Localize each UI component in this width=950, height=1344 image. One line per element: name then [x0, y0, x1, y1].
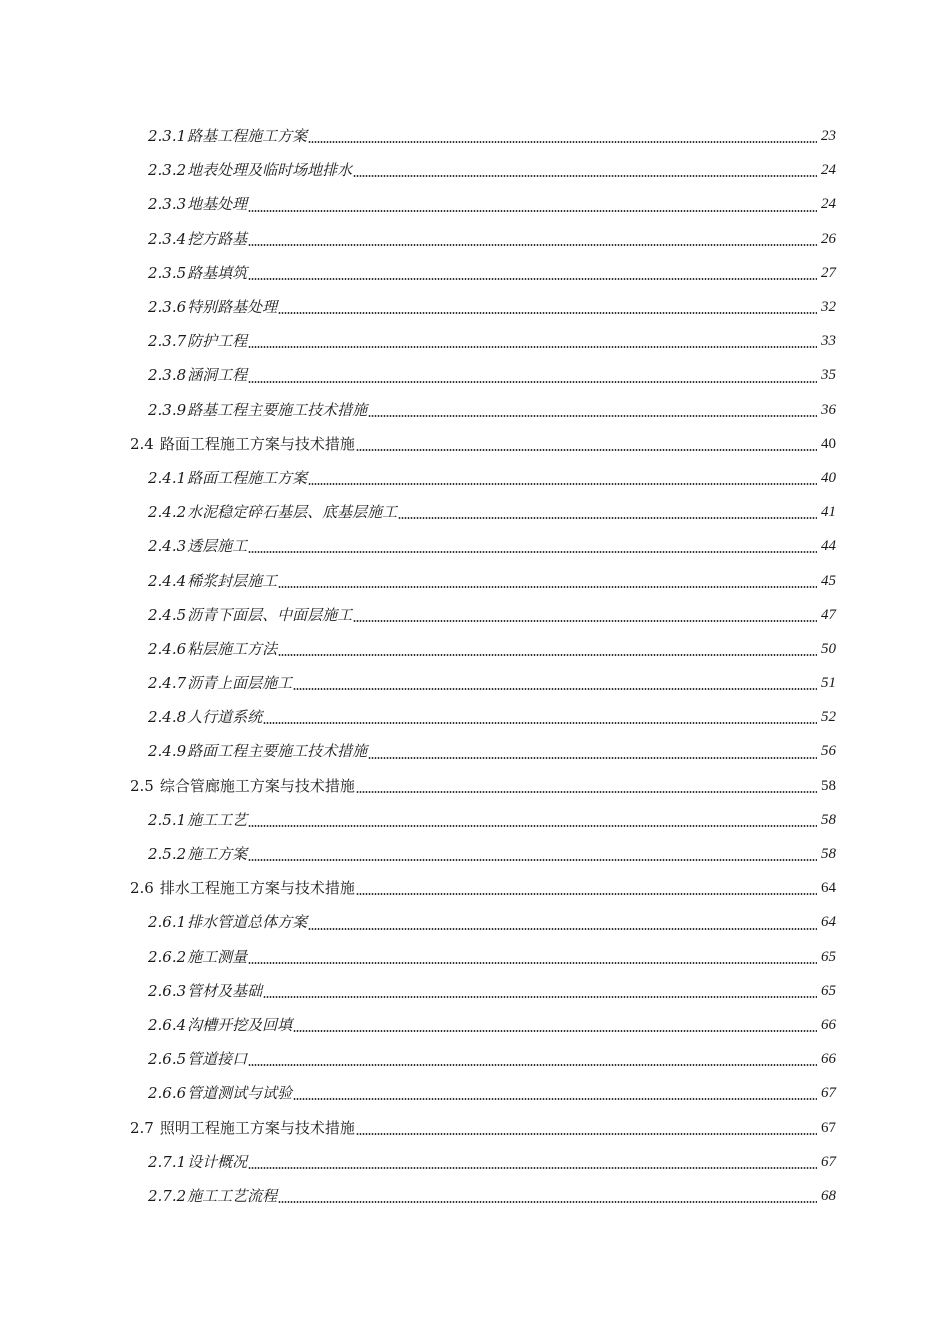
toc-page-number: 24: [821, 162, 836, 179]
toc-entry-title: 排水管道总体方案: [187, 913, 308, 932]
toc-subsection-entry[interactable]: [0, 632, 950, 666]
toc-entry-number: 2.4.7: [148, 674, 187, 693]
toc-entry-title: 管材及基础: [187, 981, 263, 1000]
toc-page-number: 33: [821, 333, 836, 350]
toc-dot-leader: [278, 586, 817, 588]
toc-dot-leader: [248, 859, 817, 861]
toc-section-entry[interactable]: [0, 871, 950, 905]
table-of-contents: [0, 119, 950, 1213]
toc-page-number: 52: [821, 709, 836, 726]
toc-entry-number: 2.4.5: [148, 605, 187, 624]
toc-entry-number: 2.3.3: [148, 195, 187, 214]
toc-subsection-entry[interactable]: [0, 1145, 950, 1179]
toc-entry-title: 设计概况: [187, 1152, 248, 1171]
toc-dot-leader: [278, 654, 817, 656]
toc-subsection-entry[interactable]: [0, 153, 950, 187]
toc-dot-leader: [368, 757, 817, 759]
toc-entry-number: 2.6.5: [148, 1050, 187, 1069]
toc-entry-number: 2.4.4: [148, 571, 187, 590]
toc-entry-title: 沥青下面层、中面层施工: [187, 605, 353, 624]
toc-entry-title: 管道测试与试验: [187, 1084, 293, 1103]
toc-entry-number: 2.6.4: [148, 1015, 187, 1034]
toc-subsection-entry[interactable]: [0, 666, 950, 700]
toc-entry-title: 施工工艺: [187, 810, 248, 829]
toc-page-number: 24: [821, 196, 836, 213]
toc-dot-leader: [248, 551, 817, 553]
toc-entry-title: 粘层施工方法: [187, 639, 278, 658]
toc-page-number: 41: [821, 504, 836, 521]
toc-dot-leader: [263, 996, 817, 998]
toc-section-entry[interactable]: [0, 769, 950, 803]
toc-dot-leader: [248, 210, 817, 212]
toc-dot-leader: [278, 1201, 817, 1203]
toc-dot-leader: [248, 825, 817, 827]
toc-entry-title: 沟槽开挖及回填: [187, 1015, 293, 1034]
toc-entry-title: 地表处理及临时场地排水: [187, 161, 353, 180]
toc-dot-leader: [353, 175, 817, 177]
toc-entry-number: 2.4.6: [148, 639, 187, 658]
toc-entry-title: 管道接口: [187, 1050, 248, 1069]
toc-page-number: 23: [821, 128, 836, 145]
toc-page-number: 67: [821, 1119, 836, 1136]
toc-section-entry[interactable]: [0, 427, 950, 461]
toc-entry-title: 排水工程施工方案与技术措施: [159, 879, 355, 898]
toc-subsection-entry[interactable]: [0, 222, 950, 256]
toc-page-number: 64: [821, 880, 836, 897]
toc-entry-title: 人行道系统: [187, 708, 263, 727]
toc-dot-leader: [356, 893, 817, 895]
toc-entry-title: 路面工程施工方案与技术措施: [159, 434, 355, 453]
toc-dot-leader: [308, 483, 817, 485]
toc-entry-title: 沥青上面层施工: [187, 674, 293, 693]
toc-entry-number: 2.4.3: [148, 537, 187, 556]
toc-page-number: 45: [821, 572, 836, 589]
toc-entry-title: 地基处理: [187, 195, 248, 214]
toc-dot-leader: [293, 688, 817, 690]
toc-entry-title: 路基填筑: [187, 263, 248, 282]
toc-subsection-entry[interactable]: [0, 1008, 950, 1042]
toc-entry-title: 透层施工: [187, 537, 248, 556]
toc-page-number: 58: [821, 846, 836, 863]
toc-entry-number: 2.3.1: [148, 127, 187, 146]
toc-entry-title: 施工测量: [187, 947, 248, 966]
toc-dot-leader: [308, 141, 817, 143]
toc-dot-leader: [248, 278, 817, 280]
toc-subsection-entry[interactable]: [0, 700, 950, 734]
toc-dot-leader: [278, 312, 817, 314]
toc-entry-title: 挖方路基: [187, 229, 248, 248]
toc-subsection-entry[interactable]: [0, 563, 950, 597]
toc-subsection-entry[interactable]: [0, 734, 950, 768]
toc-entry-number: 2.3.7: [148, 332, 187, 351]
toc-page-number: 35: [821, 367, 836, 384]
toc-entry-title: 涵洞工程: [187, 366, 248, 385]
toc-page-number: 65: [821, 948, 836, 965]
toc-entry-title: 稀浆封层施工: [187, 571, 278, 590]
toc-dot-leader: [248, 1064, 817, 1066]
toc-page-number: 27: [821, 264, 836, 281]
toc-subsection-entry[interactable]: [0, 256, 950, 290]
toc-entry-number: 2.3.2: [148, 161, 187, 180]
toc-entry-title: 路面工程主要施工技术措施: [187, 742, 368, 761]
toc-entry-number: 2.7.2: [148, 1186, 187, 1205]
toc-entry-title: 特别路基处理: [187, 298, 278, 317]
toc-page-number: 40: [821, 435, 836, 452]
toc-entry-title: 防护工程: [187, 332, 248, 351]
toc-entry-number: 2.6.6: [148, 1084, 187, 1103]
toc-dot-leader: [356, 449, 817, 451]
toc-dot-leader: [248, 346, 817, 348]
toc-entry-number: 2.4.1: [148, 468, 187, 487]
toc-entry-number: 2.7.1: [148, 1152, 187, 1171]
toc-subsection-entry[interactable]: [0, 837, 950, 871]
toc-entry-number: 2.4: [130, 434, 154, 453]
toc-page-number: 65: [821, 982, 836, 999]
toc-entry-number: 2.3.6: [148, 298, 187, 317]
toc-entry-title: 施工方案: [187, 845, 248, 864]
toc-entry-title: 路基工程主要施工技术措施: [187, 400, 368, 419]
toc-dot-leader: [263, 722, 817, 724]
toc-entry-number: 2.4.8: [148, 708, 187, 727]
toc-dot-leader: [293, 1030, 817, 1032]
toc-dot-leader: [248, 381, 817, 383]
toc-entry-number: 2.3.8: [148, 366, 187, 385]
toc-dot-leader: [356, 1133, 817, 1135]
toc-entry-number: 2.3.4: [148, 229, 187, 248]
toc-subsection-entry[interactable]: [0, 324, 950, 358]
toc-entry-number: 2.3.5: [148, 263, 187, 282]
toc-entry-number: 2.7: [130, 1118, 154, 1137]
toc-subsection-entry[interactable]: [0, 1042, 950, 1076]
toc-section-entry[interactable]: [0, 1110, 950, 1144]
toc-entry-title: 施工工艺流程: [187, 1186, 278, 1205]
toc-page-number: 58: [821, 811, 836, 828]
toc-entry-number: 2.3.9: [148, 400, 187, 419]
toc-subsection-entry[interactable]: [0, 461, 950, 495]
toc-subsection-entry[interactable]: [0, 598, 950, 632]
toc-subsection-entry[interactable]: [0, 1076, 950, 1110]
toc-page-number: 36: [821, 401, 836, 418]
toc-entry-title: 照明工程施工方案与技术措施: [159, 1118, 355, 1137]
toc-subsection-entry[interactable]: [0, 1179, 950, 1213]
toc-page-number: 56: [821, 743, 836, 760]
toc-page-number: 64: [821, 914, 836, 931]
toc-page-number: 68: [821, 1187, 836, 1204]
toc-dot-leader: [356, 791, 817, 793]
toc-subsection-entry[interactable]: [0, 290, 950, 324]
toc-entry-title: 路基工程施工方案: [187, 127, 308, 146]
toc-page-number: 67: [821, 1153, 836, 1170]
toc-dot-leader: [293, 1098, 817, 1100]
toc-subsection-entry[interactable]: [0, 495, 950, 529]
toc-dot-leader: [353, 620, 817, 622]
toc-page-number: 67: [821, 1085, 836, 1102]
toc-subsection-entry[interactable]: [0, 905, 950, 939]
toc-subsection-entry[interactable]: [0, 393, 950, 427]
toc-dot-leader: [308, 928, 817, 930]
toc-dot-leader: [248, 962, 817, 964]
toc-entry-title: 综合管廊施工方案与技术措施: [159, 776, 355, 795]
toc-page-number: 58: [821, 777, 836, 794]
toc-page-number: 66: [821, 1051, 836, 1068]
toc-dot-leader: [248, 1167, 817, 1169]
toc-page-number: 40: [821, 469, 836, 486]
toc-subsection-entry[interactable]: [0, 974, 950, 1008]
toc-subsection-entry[interactable]: [0, 940, 950, 974]
toc-entry-number: 2.4.2: [148, 503, 187, 522]
toc-entry-number: 2.5.1: [148, 810, 187, 829]
toc-subsection-entry[interactable]: [0, 803, 950, 837]
toc-dot-leader: [368, 415, 817, 417]
toc-entry-number: 2.4.9: [148, 742, 187, 761]
toc-page-number: 50: [821, 640, 836, 657]
toc-entry-number: 2.6.2: [148, 947, 187, 966]
toc-dot-leader: [248, 244, 817, 246]
toc-page-number: 44: [821, 538, 836, 555]
toc-subsection-entry[interactable]: [0, 187, 950, 221]
toc-entry-number: 2.5.2: [148, 845, 187, 864]
toc-subsection-entry[interactable]: [0, 529, 950, 563]
toc-entry-number: 2.6.3: [148, 981, 187, 1000]
toc-entry-title: 路面工程施工方案: [187, 468, 308, 487]
toc-page-number: 47: [821, 606, 836, 623]
toc-subsection-entry[interactable]: [0, 119, 950, 153]
toc-page-number: 26: [821, 230, 836, 247]
toc-subsection-entry[interactable]: [0, 358, 950, 392]
toc-entry-number: 2.6.1: [148, 913, 187, 932]
toc-entry-title: 水泥稳定碎石基层、底基层施工: [187, 503, 398, 522]
toc-dot-leader: [398, 517, 817, 519]
toc-entry-number: 2.5: [130, 776, 154, 795]
toc-page-number: 51: [821, 675, 836, 692]
toc-page-number: 66: [821, 1016, 836, 1033]
toc-entry-number: 2.6: [130, 879, 154, 898]
toc-page-number: 32: [821, 299, 836, 316]
